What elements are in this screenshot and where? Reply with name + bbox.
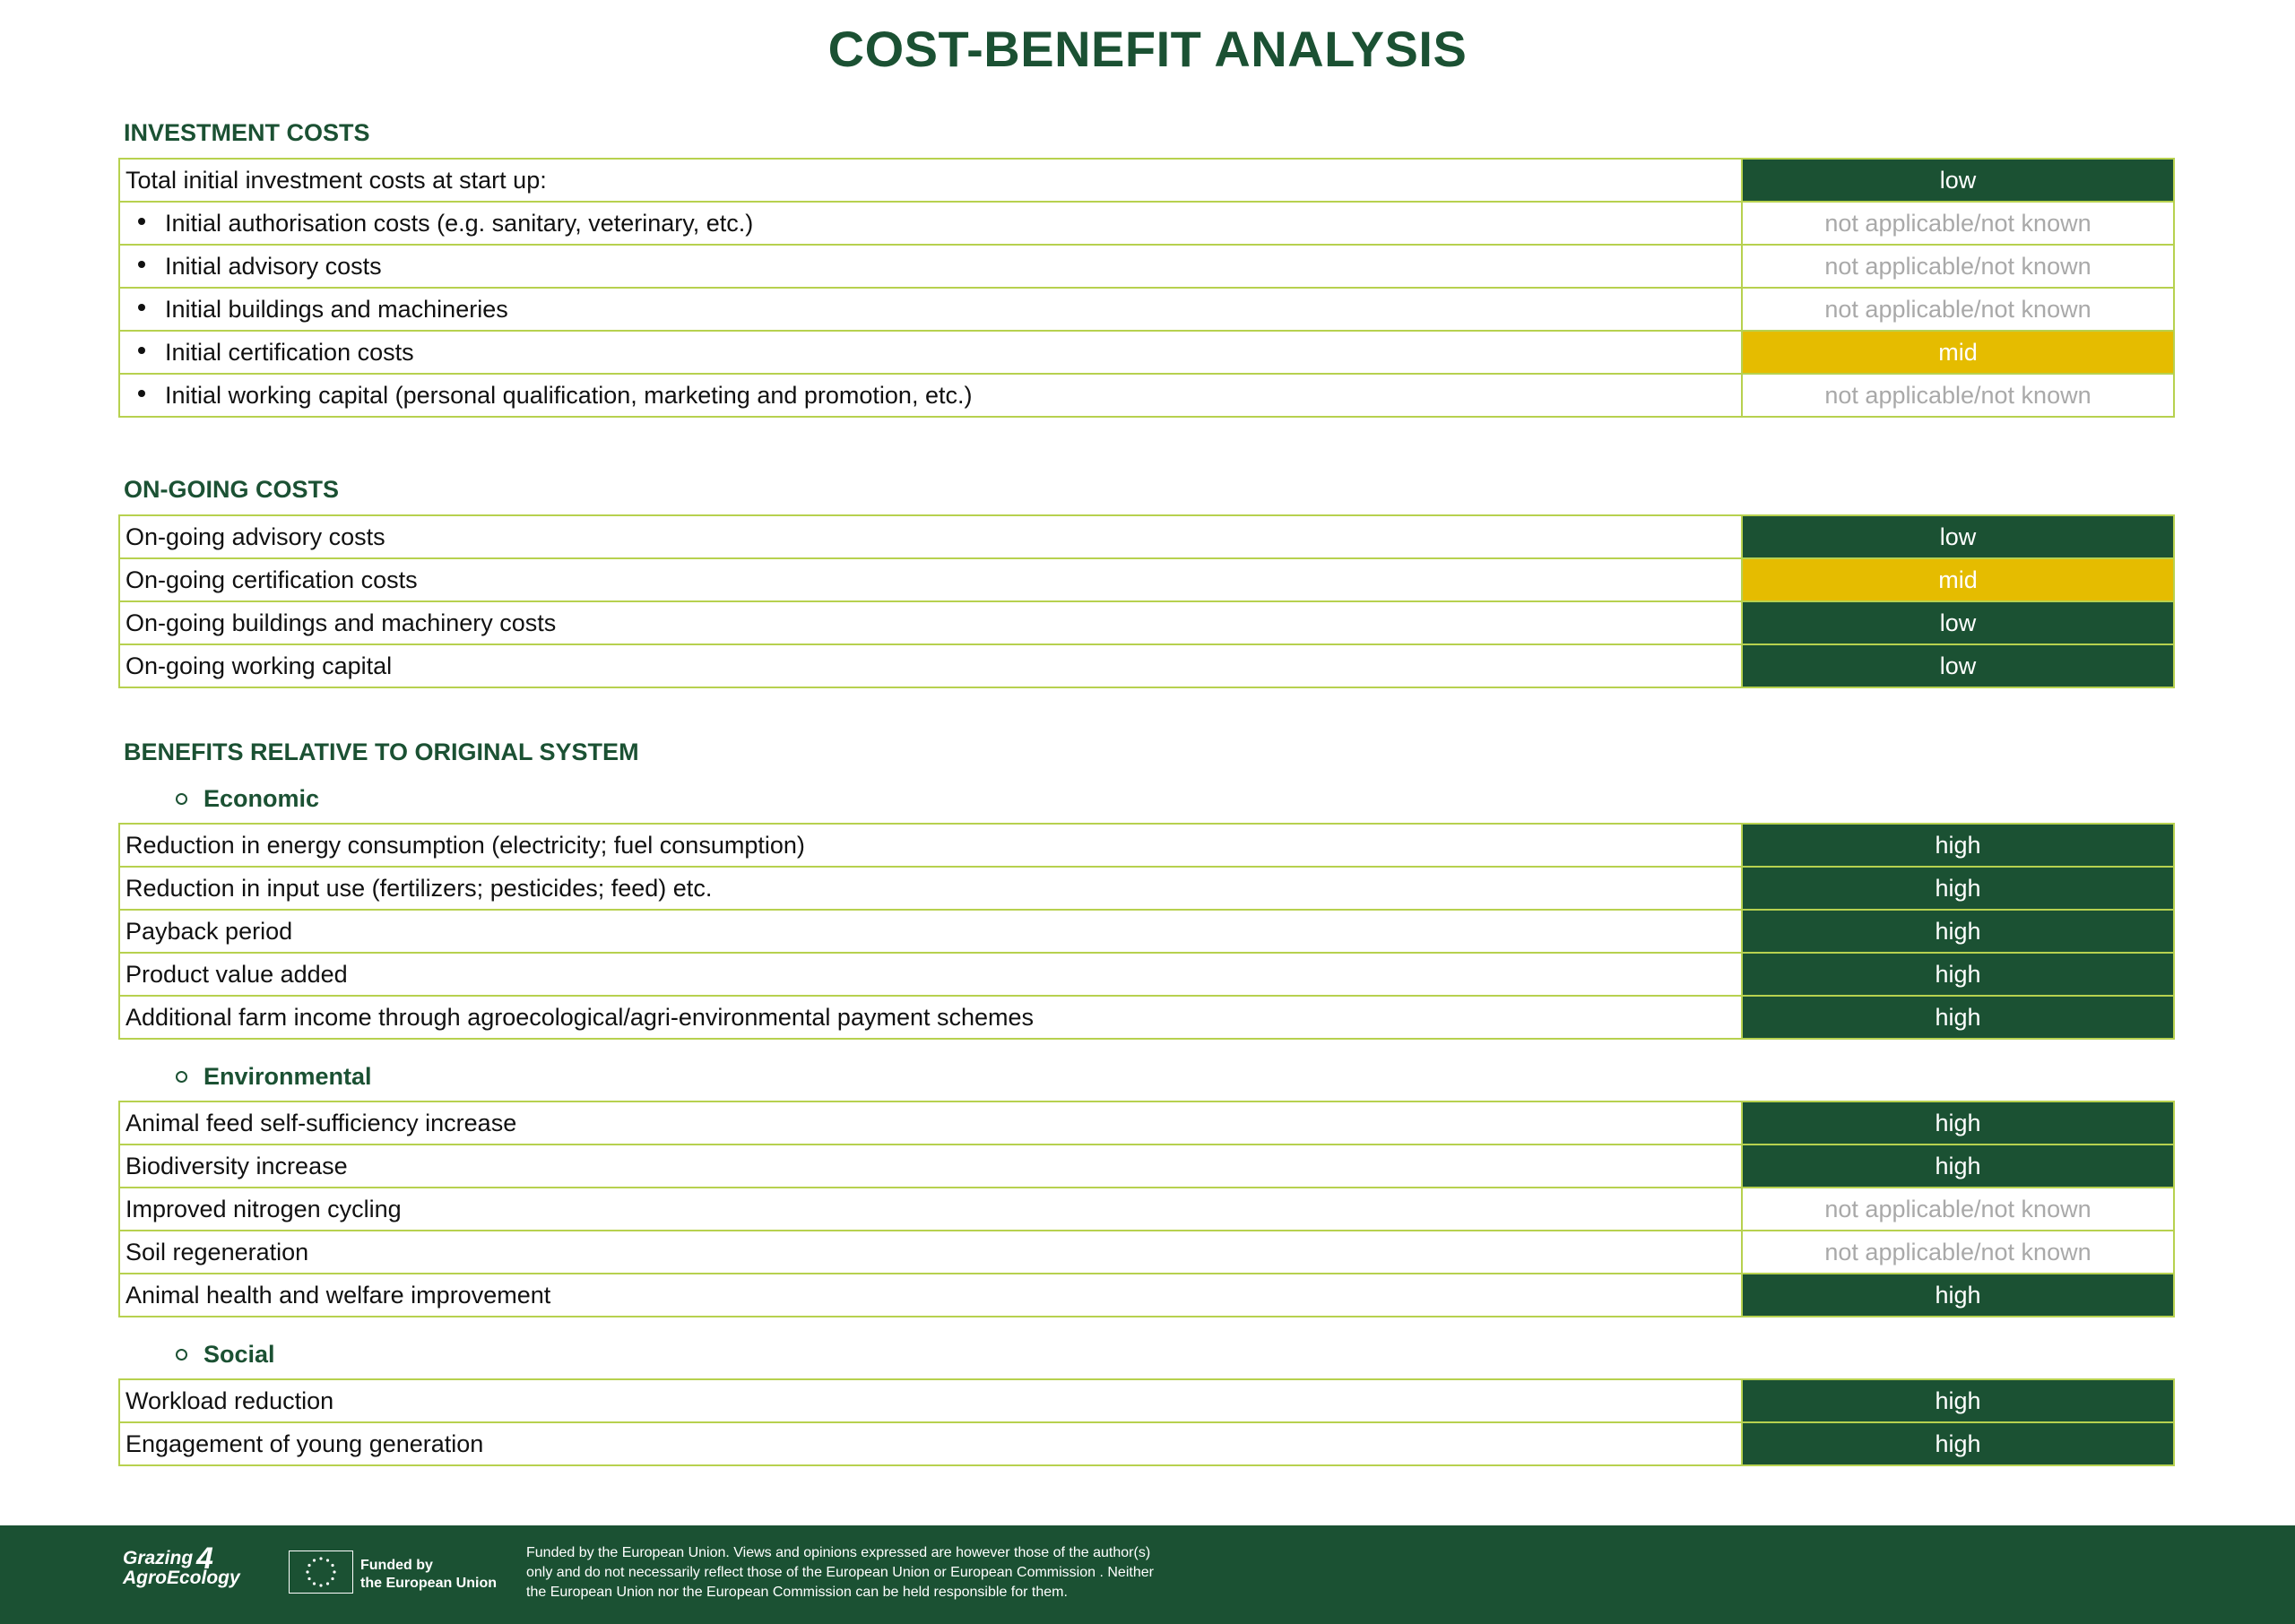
disclaimer-text	[526, 1543, 1243, 1602]
eu-text-line2: the European Union	[360, 1576, 497, 1591]
rating-cell: high	[1742, 910, 2174, 953]
table-row	[119, 1188, 2174, 1231]
bullet-icon	[138, 390, 145, 397]
row-label	[119, 374, 1742, 417]
table-row	[119, 1101, 2174, 1145]
eu-stars-icon	[290, 1551, 352, 1593]
bullet-icon	[138, 304, 145, 311]
row-label: Total initial investment costs at start up:	[119, 159, 1742, 202]
rating-cell: low	[1742, 159, 2174, 202]
table-row	[119, 1422, 2174, 1465]
row-label: Workload reduction	[119, 1379, 1742, 1422]
table-row	[119, 910, 2174, 953]
rating-cell: high	[1742, 1101, 2174, 1145]
table-row	[119, 331, 2174, 374]
logo-text-line2: AgroEcology	[123, 1568, 240, 1588]
table-row	[119, 558, 2174, 601]
rating-cell: not applicable/not known	[1742, 1188, 2174, 1231]
economic-label: Economic	[204, 785, 320, 812]
bullet-icon	[138, 218, 145, 225]
rating-cell: mid	[1742, 558, 2174, 601]
row-label: Improved nitrogen cycling	[119, 1188, 1742, 1231]
row-label: Product value added	[119, 953, 1742, 996]
row-label: On-going certification costs	[119, 558, 1742, 601]
eu-flag-icon	[289, 1551, 353, 1594]
grazing-agroecology-logo	[123, 1542, 240, 1588]
investment-costs-heading: INVESTMENT COSTS	[124, 119, 370, 146]
table-row	[119, 1145, 2174, 1188]
ongoing-costs-table	[118, 514, 2175, 688]
row-label: Additional farm income through agroecological/agri-environmental payment schemes	[119, 996, 1742, 1039]
row-label-text: Initial buildings and machineries	[165, 295, 508, 323]
row-label	[119, 245, 1742, 288]
environmental-label: Environmental	[204, 1063, 372, 1090]
row-label: On-going buildings and machinery costs	[119, 601, 1742, 644]
rating-cell: not applicable/not known	[1742, 374, 2174, 417]
table-row	[119, 996, 2174, 1039]
page-title: COST-BENEFIT ANALYSIS	[827, 21, 1468, 77]
row-label	[119, 331, 1742, 374]
row-label-text: Initial authorisation costs (e.g. sanitary, veterinary, etc.)	[165, 209, 754, 237]
disclaimer-line: the European Union nor the European Commission can be held responsible for them.	[526, 1585, 1068, 1600]
benefits-heading: BENEFITS RELATIVE TO ORIGINAL SYSTEM	[124, 739, 639, 765]
table-row	[119, 601, 2174, 644]
bullet-icon	[138, 347, 145, 354]
table-row	[119, 245, 2174, 288]
table-row	[119, 515, 2174, 558]
social-subheading	[176, 1341, 275, 1369]
rating-cell: high	[1742, 953, 2174, 996]
rating-cell: high	[1742, 996, 2174, 1039]
table-row	[119, 1379, 2174, 1422]
environmental-benefits-table	[118, 1101, 2175, 1317]
table-row	[119, 644, 2174, 687]
table-row	[119, 953, 2174, 996]
rating-cell: not applicable/not known	[1742, 1231, 2174, 1274]
eu-text-line1: Funded by	[360, 1558, 433, 1573]
rating-cell: not applicable/not known	[1742, 245, 2174, 288]
social-label: Social	[204, 1341, 275, 1368]
rating-cell: high	[1742, 867, 2174, 910]
rating-cell: low	[1742, 515, 2174, 558]
social-benefits-table	[118, 1378, 2175, 1466]
row-label-text: Initial advisory costs	[165, 252, 382, 280]
rating-cell: low	[1742, 644, 2174, 687]
row-label: Soil regeneration	[119, 1231, 1742, 1274]
row-label: On-going advisory costs	[119, 515, 1742, 558]
investment-costs-table	[118, 158, 2175, 418]
circle-bullet-icon	[176, 1349, 187, 1361]
row-label: Biodiversity increase	[119, 1145, 1742, 1188]
footer-bar	[0, 1525, 2295, 1624]
row-label	[119, 288, 1742, 331]
disclaimer-line: only and do not necessarily reflect those of the European Union or European Commission . Neither	[526, 1565, 1154, 1580]
rating-cell: high	[1742, 1422, 2174, 1465]
rating-cell: low	[1742, 601, 2174, 644]
table-row	[119, 1231, 2174, 1274]
table-row	[119, 374, 2174, 417]
row-label: Reduction in input use (fertilizers; pesticides; feed) etc.	[119, 867, 1742, 910]
row-label: Engagement of young generation	[119, 1422, 1742, 1465]
table-row	[119, 159, 2174, 202]
funded-by-eu-label	[360, 1557, 497, 1593]
logo-number: 4	[196, 1542, 213, 1576]
circle-bullet-icon	[176, 1071, 187, 1083]
row-label: Animal health and welfare improvement	[119, 1274, 1742, 1317]
row-label: Reduction in energy consumption (electricity; fuel consumption)	[119, 824, 1742, 867]
rating-cell: high	[1742, 824, 2174, 867]
rating-cell: high	[1742, 1274, 2174, 1317]
disclaimer-line: Funded by the European Union. Views and opinions expressed are however those of the author(s)	[526, 1545, 1151, 1560]
economic-benefits-table	[118, 823, 2175, 1040]
rating-cell: not applicable/not known	[1742, 202, 2174, 245]
row-label: Payback period	[119, 910, 1742, 953]
table-row	[119, 867, 2174, 910]
row-label: On-going working capital	[119, 644, 1742, 687]
table-row	[119, 1274, 2174, 1317]
economic-subheading	[176, 785, 319, 813]
bullet-icon	[138, 261, 145, 268]
rating-cell: not applicable/not known	[1742, 288, 2174, 331]
row-label-text: Initial certification costs	[165, 338, 414, 366]
rating-cell: high	[1742, 1145, 2174, 1188]
rating-cell: mid	[1742, 331, 2174, 374]
row-label-text: Initial working capital (personal qualification, marketing and promotion, etc.)	[165, 381, 973, 409]
row-label	[119, 202, 1742, 245]
environmental-subheading	[176, 1063, 372, 1091]
circle-bullet-icon	[176, 793, 187, 805]
table-row	[119, 824, 2174, 867]
ongoing-costs-heading: ON-GOING COSTS	[124, 476, 340, 503]
table-row	[119, 288, 2174, 331]
row-label: Animal feed self-sufficiency increase	[119, 1101, 1742, 1145]
table-row	[119, 202, 2174, 245]
logo-text-line1: Grazing	[123, 1548, 194, 1568]
rating-cell: high	[1742, 1379, 2174, 1422]
